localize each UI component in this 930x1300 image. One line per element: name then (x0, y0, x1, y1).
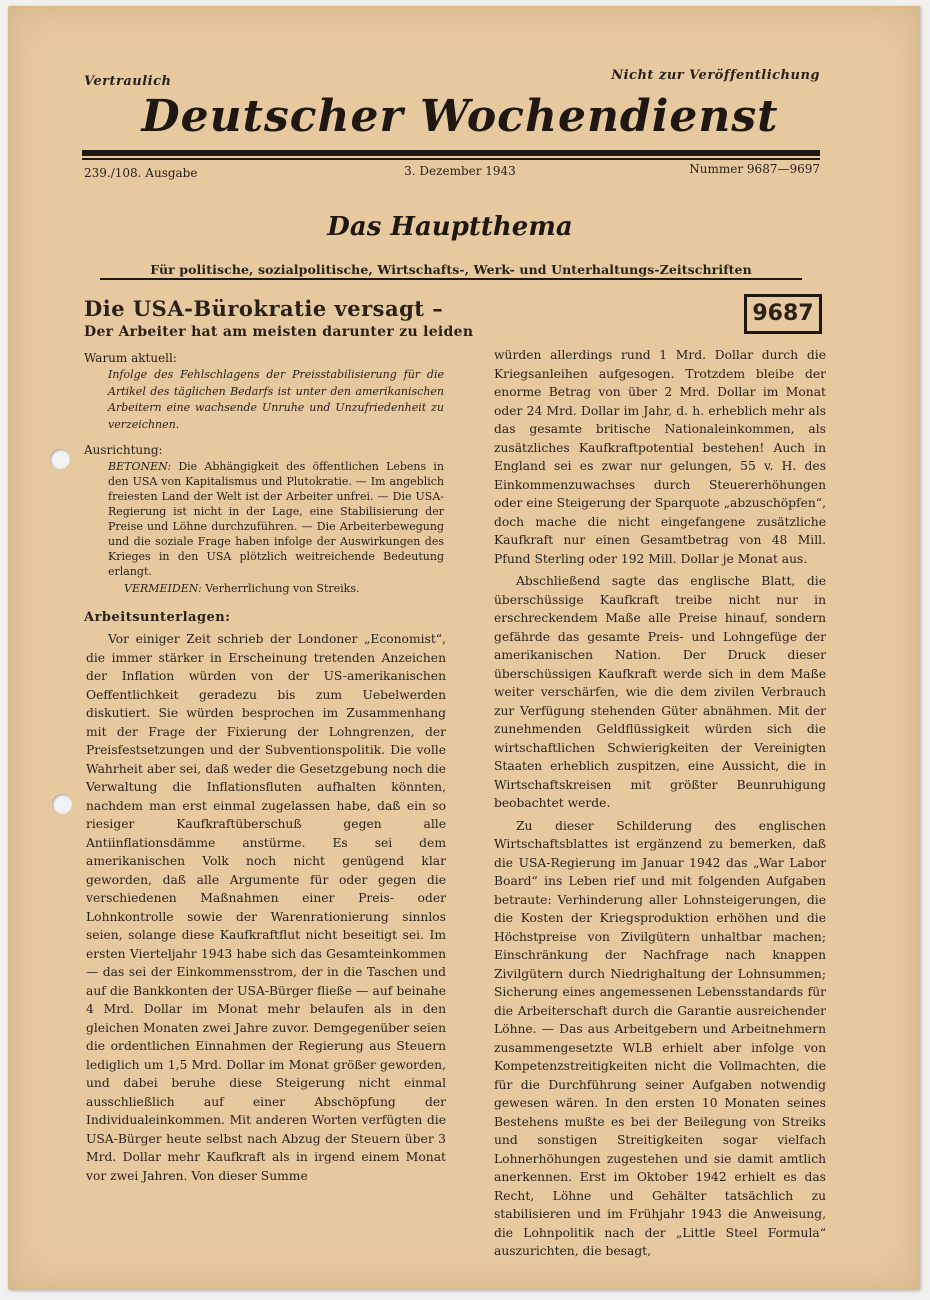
body-paragraph: würden allerdings rund 1 Mrd. Dollar durch die Kriegsanleihen aufgesogen. Trotzdem bleibe der enorme Betrag von über 2 Mrd. Dollar im Monat oder 24 Mrd. Dollar im Jahr, d. h. erheblich mehr als das gesamte britische Nationaleinkommen, als zusätzliches Kaufkraftpotential bestehen! Auch in England sei es zwar nur gelungen, 55 v. H. des Einkommenzuwachses durch Steuererhöhungen oder eine Steigerung der Sparquote „abzuschöpfen“, doch mache die nicht eingefangene zusätzliche Kaufkraft nur einen Gesamtbetrag von 48 Mill. Pfund Sterling oder 192 Mill. Dollar je Monat aus. (494, 348, 826, 566)
body-paragraph: Abschließend sagte das englische Blatt, die überschüssige Kaufkraft treibe nicht nur in erschreckendem Maße alle Preise hinauf, sondern gefährde das gesamte Preis- und Lohngefüge der amerikanischen Nation. Der Druck dieser überschüssigen Kaufkraft werde sich in dem Maße weiter verschärfen, wie die dem zivilen Verbrauch zur Verfügung stehenden Güter abnähmen. Mit der zunehmenden Geldflüssigkeit würden sich die wirtschaftlichen Schwierigkeiten der Vereinigten Staaten erheblich zuspitzen, eine Aussicht, die in Wirtschaftskreisen mit größter Beunruhigung beobachtet werde. (494, 574, 826, 810)
theme-subtitle: Für politische, sozialpolitische, Wirtschafts-, Werk- und Unterhaltungs-Zeitschriften (150, 262, 752, 277)
masthead-rule-thin (82, 158, 820, 160)
article-number-box: 9687 (744, 294, 822, 334)
punch-hole (52, 794, 72, 814)
betonen-text: Die Abhängigkeit des öffentlichen Lebens in den USA von Kapitalismus und Plutokratie. — Im angeblich freiesten Land der Welt ist der Arbeiter unfrei. — Die USA-Regierung ist nicht in der Lage, eine Stabilisierung der Preise und Löhne durchzuführen. — Die Arbeiterbewegung und die soziale Frage haben infolge der Auswirkungen des Krieges in den USA plötzlich weitreichende Bedeutung erlangt. (108, 460, 445, 578)
body-paragraph: Zu dieser Schilderung des englischen Wirtschaftsblattes ist ergänzend zu bemerken, daß die USA-Regierung im Januar 1942 das „War Labor Board“ ins Leben rief und mit folgenden Aufgaben betraute: Verhinderung aller Lohnsteigerungen, die die Kosten der Kriegsproduktion erhöhen und die Höchstpreise von Zivilgütern unhaltbar machen; Einschränkung der Nachfrage nach knappen Zivilgütern durch Niedrighaltung der Lohnsummen; Sicherung eines angemessenen Lebensstandards für die Arbeiterschaft durch die Garantie ausreichender Löhne. — Das aus Arbeitgebern und Arbeitnehmern zusammengesetzte WLB erhielt aber infolge von Kompetenzstreitigkeiten nicht die Vollmachten, die für die Durchführung seiner Aufgaben notwendig gewesen wären. In den ersten 10 Monaten seines Bestehens mußte es bei der Beilegung von Streiks und sonstigen Streitigkeiten sogar vielfach Lohnerhöhungen zugestehen und sie damit amtlich anerkennen. Erst im Oktober 1942 erhielt es das Recht, Löhne und Gehälter tatsächlich zu stabilisieren und im Frühjahr 1943 die Anweisung, die Lohnpolitik nach der „Little Steel Formula“ auszurichten, die besagt, (494, 818, 826, 1258)
confidential-note: Vertraulich (84, 74, 172, 89)
betonen-label: BETONEN: (108, 460, 172, 473)
theme-title: Das Hauptthema (327, 212, 573, 242)
warum-label: Warum aktuell: (84, 351, 177, 365)
ausrichtung-label: Ausrichtung: (84, 443, 163, 457)
body-paragraph: Vor einiger Zeit schrieb der Londoner „Economist“, die immer stärker in Erscheinung tretenden Anzeichen der Inflation würden von der US-amerikanischen Oeffentlichkeit geradezu bis zum Uebelwerden diskutiert. Sie würden besprochen im Zusammenhang mit der Frage der Fixierung der Lohngrenzen, der Preisfestsetzungen und der Subventionspolitik. Die volle Wahrheit aber sei, daß weder die Gesetzgebung noch die Verwaltung die Inflationsfluten aufhalten könnten, nachdem man erst einmal zugelassen habe, daß ein so riesiger Kaufkraftüberschuß gegen alle Antiinflationsdämme anstürme. Es sei dem amerikanischen Volk noch nicht genügend klar geworden, daß alle Argumente für oder gegen die verschiedenen Maßnahmen einer Preis- oder Lohnkontrolle sowie der Warenrationierung sinnlos seien, solange diese Kaufkraftflut nicht beseitigt sei. Im ersten Vierteljahr 1943 habe sich das Gesamteinkommen — das sei der Einkommensstrom, der in die Taschen und auf die Bankkonten der USA-Bürger fließe — auf beinahe 4 Mrd. Dollar im Monat mehr belaufen als in den gleichen Monaten zwei Jahre zuvor. Demgegenüber seien die ordentlichen Einnahmen der Regierung aus Steuern lediglich um 1,5 Mrd. Dollar im Monat größer geworden, und dabei beruhe diese Steigerung nicht einmal ausschließlich auf einer Abschöpfung der Individualeinkommen. Mit anderen Worten verfügten die USA-Bürger heute selbst nach Abzug der Steuern über 3 Mrd. Dollar mehr Kaufkraft als in irgend einem Monat vor zwei Jahren. Von dieser Summe (86, 632, 446, 1183)
masthead-rule (82, 150, 820, 156)
article-headline: Die USA-Bürokratie versagt – (84, 296, 444, 321)
issue-date: 3. Dezember 1943 (404, 164, 516, 178)
vermeiden-label: VERMEIDEN: (124, 582, 202, 595)
arbeitsunterlagen-label: Arbeitsunterlagen: (84, 610, 231, 625)
masthead: Deutscher Wochendienst (141, 91, 779, 142)
betonen-block (108, 459, 444, 579)
item-numbers: Nummer 9687—9697 (689, 162, 820, 176)
theme-underline (100, 278, 802, 280)
warum-text: Infolge des Fehlschlagens der Preisstabilisierung für die Artikel des täglichen Bedarfs ist unter den amerikanischen Arbeitern eine wachsende Unruhe und Unzufriedenheit zu verzeichnen. (108, 368, 444, 431)
not-for-publication-note: Nicht zur Veröffentlichung (611, 68, 820, 83)
vermeiden-text: Verherrlichung von Streiks. (205, 582, 360, 595)
punch-hole (50, 449, 70, 469)
vermeiden-block (124, 581, 444, 596)
issue-number: 239./108. Ausgabe (84, 166, 198, 180)
left-body-column (86, 630, 446, 1185)
right-body-column (494, 346, 826, 1261)
article-subhead: Der Arbeiter hat am meisten darunter zu leiden (84, 324, 474, 340)
